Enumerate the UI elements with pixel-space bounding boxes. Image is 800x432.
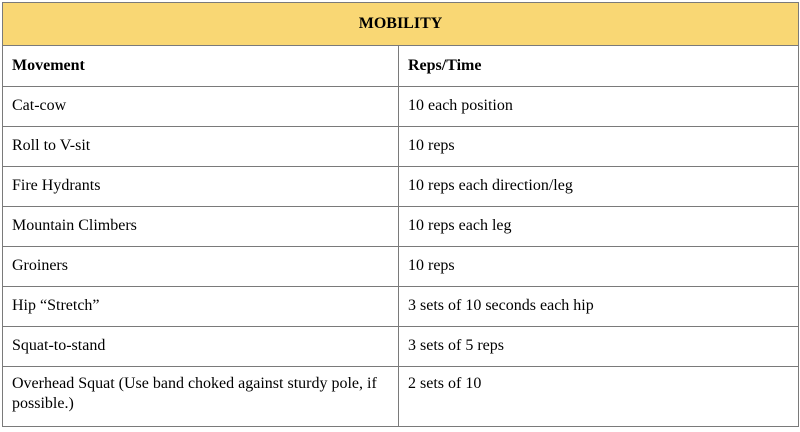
movement-cell: Squat-to-stand: [3, 327, 399, 367]
reps-time-cell: 10 reps: [399, 127, 799, 167]
movement-cell: Mountain Climbers: [3, 207, 399, 247]
table-row: [3, 127, 799, 167]
movement-cell: Roll to V-sit: [3, 127, 399, 167]
movement-cell: Groiners: [3, 247, 399, 287]
movement-cell: Fire Hydrants: [3, 167, 399, 207]
table-header-row: [3, 46, 799, 87]
reps-time-cell: 2 sets of 10: [399, 367, 799, 427]
table-row: [3, 87, 799, 127]
movement-cell: Cat-cow: [3, 87, 399, 127]
reps-time-cell: 3 sets of 10 seconds each hip: [399, 287, 799, 327]
reps-time-cell: 10 each position: [399, 87, 799, 127]
reps-time-cell: 10 reps each direction/leg: [399, 167, 799, 207]
movement-cell: Hip “Stretch”: [3, 287, 399, 327]
reps-time-cell: 3 sets of 5 reps: [399, 327, 799, 367]
table-row: [3, 207, 799, 247]
table-row: [3, 167, 799, 207]
mobility-table: [2, 2, 799, 427]
table-row: [3, 327, 799, 367]
column-header-reps-time: Reps/Time: [399, 46, 799, 87]
reps-time-cell: 10 reps each leg: [399, 207, 799, 247]
column-header-movement: Movement: [3, 46, 399, 87]
movement-cell: Overhead Squat (Use band choked against sturdy pole, if possible.): [3, 367, 399, 427]
reps-time-cell: 10 reps: [399, 247, 799, 287]
table-row: [3, 247, 799, 287]
table-title: MOBILITY: [3, 3, 799, 46]
table-title-row: [3, 3, 799, 46]
table-row: [3, 367, 799, 427]
table-row: [3, 287, 799, 327]
